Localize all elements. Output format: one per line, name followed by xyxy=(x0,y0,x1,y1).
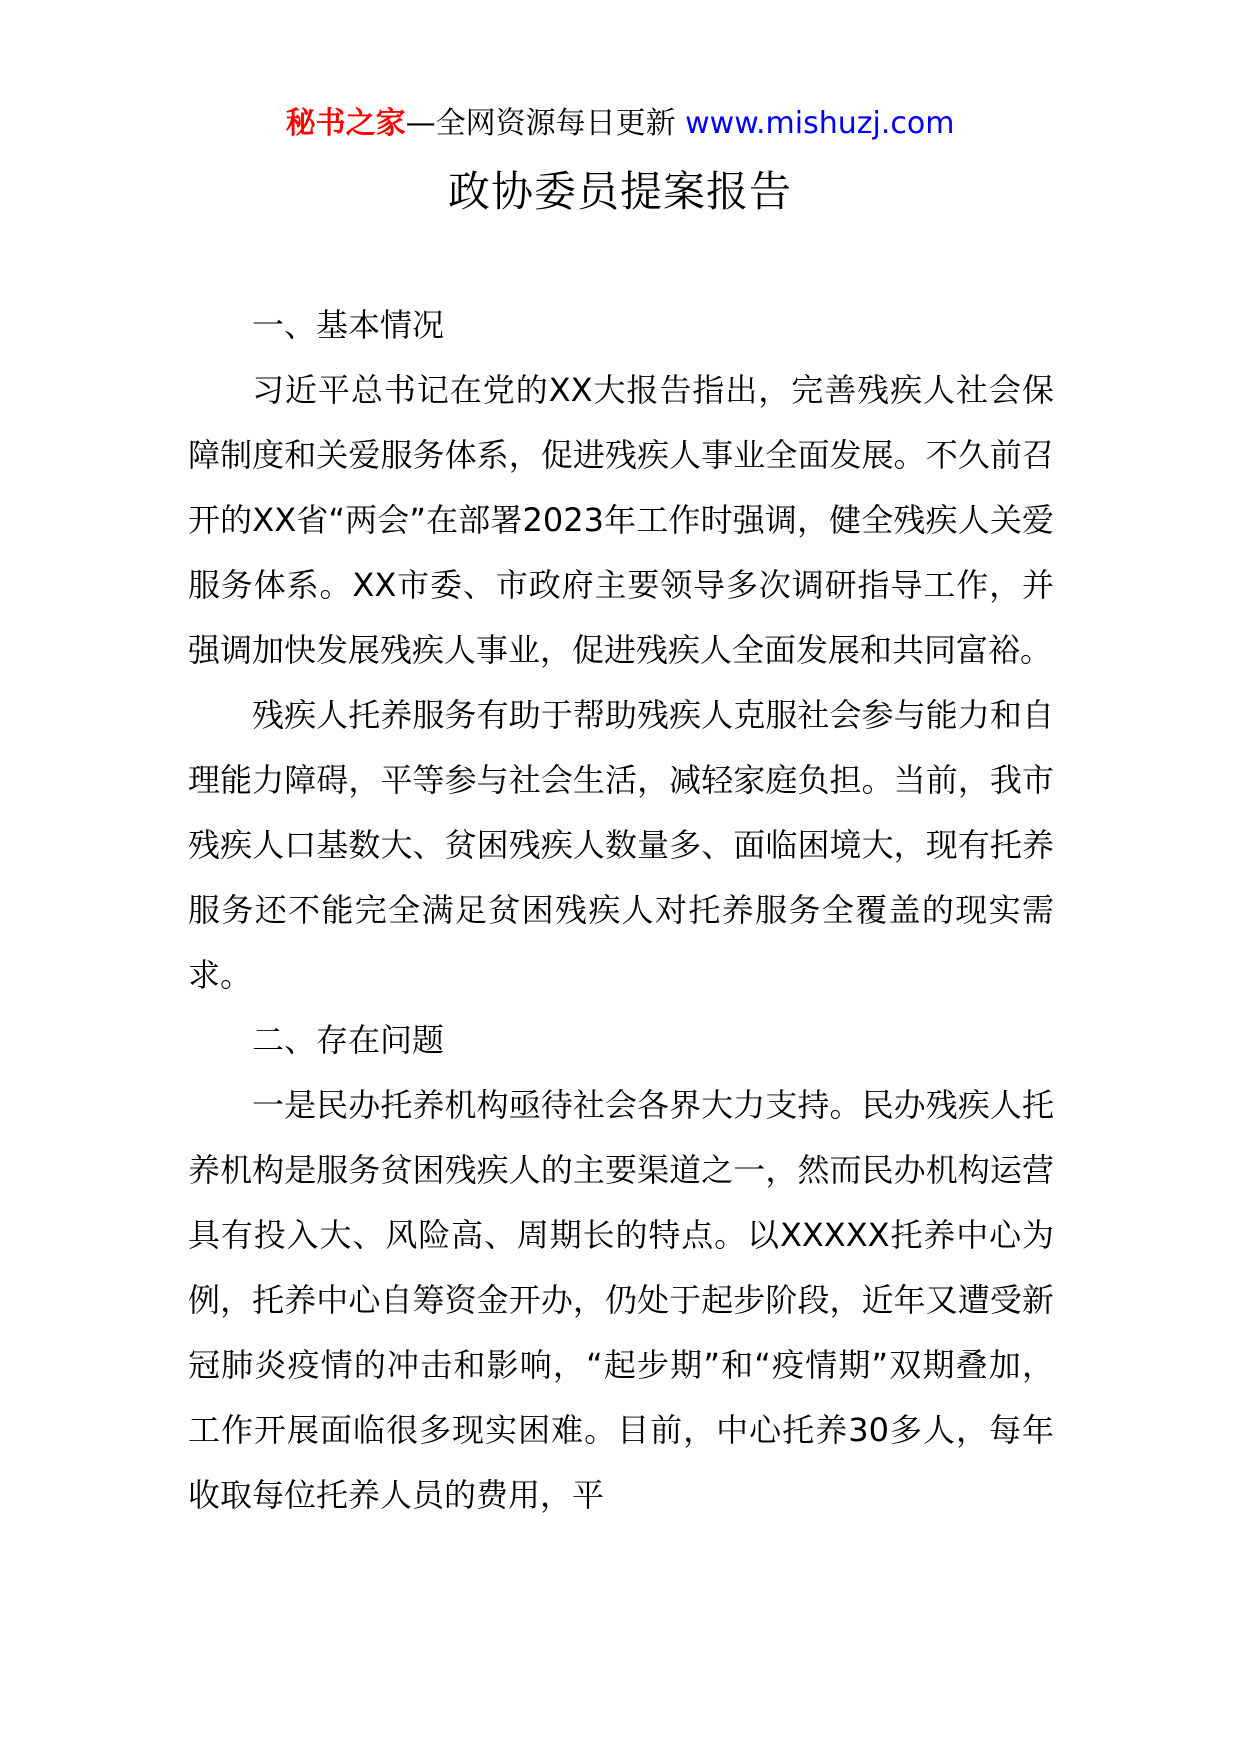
section-heading-basic-situation: 一、基本情况 xyxy=(252,306,445,344)
section-heading-problems: 二、存在问题 xyxy=(252,1021,445,1059)
site-slogan: —全网资源每日更新 xyxy=(405,106,686,141)
document-title: 政协委员提案报告 xyxy=(447,167,792,216)
site-url-link[interactable]: www.mishuzj.com xyxy=(685,106,955,141)
site-name: 秘书之家 xyxy=(285,106,406,141)
paragraph: 一是民办托养机构亟待社会各界大力支持。民办残疾人托养机构是服务贫困残疾人的主要渠道之一，然而民办机构运营具有投入大、风险高、周期长的特点。以XXXXX托养中心为例，托养中心自筹资金开办，仍处于起步阶段，近年又遭受新冠肺炎疫情的冲击和影响，“起步期”和“疫情期”双期叠加，工作开展面临很多现实困难。目前，中心托养30多人，每年收取每位托养人员的费用，平 xyxy=(188,1086,1054,1514)
document-body xyxy=(188,293,1054,1528)
paragraph: 习近平总书记在党的XX大报告指出，完善残疾人社会保障制度和关爱服务体系，促进残疾人事业全面发展。不久前召开的XX省“两会”在部署2023年工作时强调，健全残疾人关爱服务体系。XX市委、市政府主要领导多次调研指导工作，并强调加快发展残疾人事业，促进残疾人全面发展和共同富裕。 xyxy=(188,371,1054,669)
site-banner xyxy=(0,100,1240,148)
paragraph: 残疾人托养服务有助于帮助残疾人克服社会参与能力和自理能力障碍，平等参与社会生活，减轻家庭负担。当前，我市残疾人口基数大、贫困残疾人数量多、面临困境大，现有托养服务还不能完全满足贫困残疾人对托养服务全覆盖的现实需求。 xyxy=(188,696,1054,994)
